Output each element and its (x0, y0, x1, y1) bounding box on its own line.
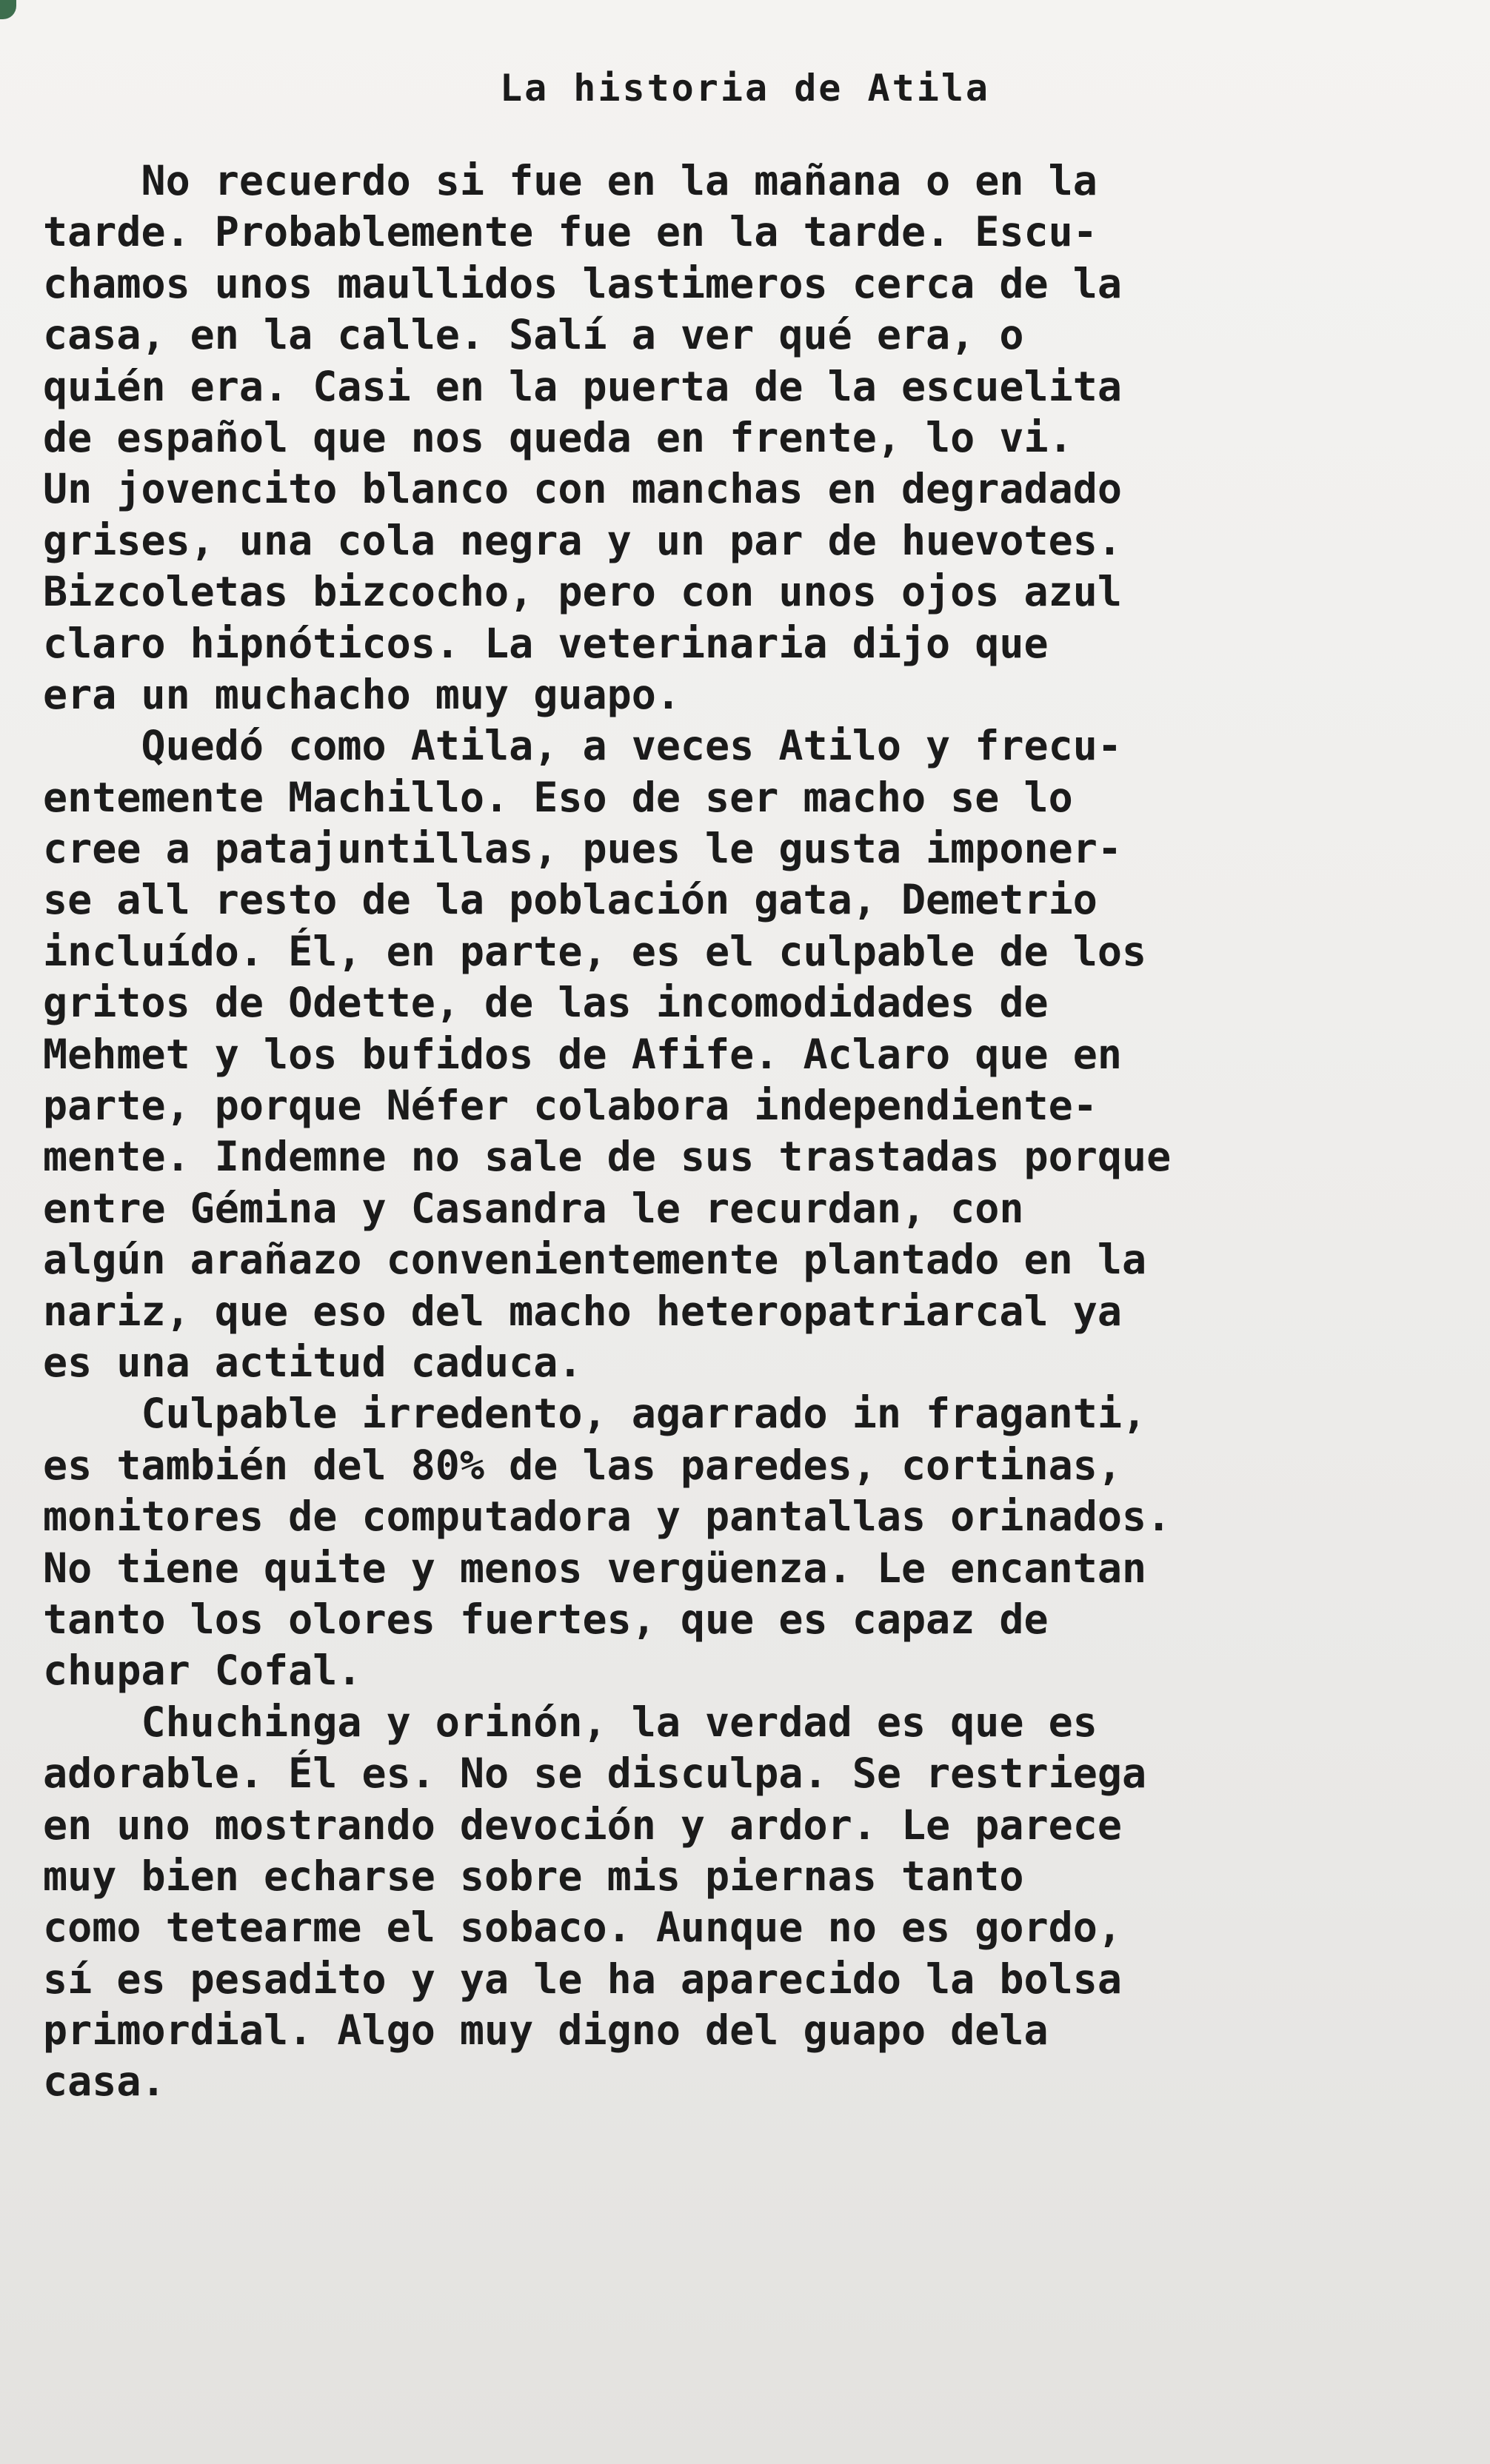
text-line: en uno mostrando devoción y ardor. Le parece (43, 1801, 1122, 1849)
text-line: tanto los olores fuertes, que es capaz de (43, 1595, 1049, 1643)
text-line: tarde. Probablemente fue en la tarde. Escu- (43, 208, 1098, 256)
text-line: incluído. Él, en parte, es el culpable de los (43, 927, 1147, 975)
text-line: se all resto de la población gata, Demetrio (43, 876, 1098, 924)
text-line: algún arañazo convenientemente plantado en la (43, 1236, 1147, 1284)
text-line: de español que nos queda en frente, lo vi. (43, 413, 1073, 461)
paragraph-3 (43, 1388, 1450, 1696)
text-line: gritos de Odette, de las incomodidades de (43, 979, 1049, 1027)
corner-tab (0, 0, 16, 19)
text-line: entemente Machillo. Eso de ser macho se lo (43, 773, 1073, 821)
paragraph-1 (43, 155, 1450, 720)
document-title: La historia de Atila (499, 67, 991, 110)
text-line: Un jovencito blanco con manchas en degradado (43, 465, 1122, 513)
text-line: muy bien echarse sobre mis piernas tanto (43, 1852, 1024, 1900)
document-body (43, 155, 1450, 2108)
text-line: es también del 80% de las paredes, cortinas, (43, 1441, 1122, 1489)
paragraph-4 (43, 1697, 1450, 2108)
text-line: No tiene quite y menos vergüenza. Le encantan (43, 1544, 1147, 1592)
text-line: casa, en la calle. Salí a ver qué era, o (43, 311, 1024, 359)
text-line: Culpable irredento, agarrado in fraganti, (43, 1390, 1147, 1438)
text-line: chupar Cofal. (43, 1647, 362, 1695)
text-line: quién era. Casi en la puerta de la escuelita (43, 362, 1122, 410)
text-line: grises, una cola negra y un par de huevotes. (43, 516, 1122, 564)
text-line: adorable. Él es. No se disculpa. Se restriega (43, 1750, 1147, 1798)
text-line: No recuerdo si fue en la mañana o en la (43, 157, 1098, 204)
text-line: parte, porque Néfer colabora independiente- (43, 1082, 1098, 1130)
text-line: mente. Indemne no sale de sus trastadas porque (43, 1133, 1172, 1181)
text-line: cree a patajuntillas, pues le gusta imponer- (43, 825, 1122, 873)
text-line: claro hipnóticos. La veterinaria dijo que (43, 619, 1049, 667)
text-line: Quedó como Atila, a veces Atilo y frecu- (43, 722, 1122, 770)
text-line: Bizcoletas bizcocho, pero con unos ojos azul (43, 568, 1122, 616)
text-line: casa. (43, 2058, 166, 2106)
text-line: primordial. Algo muy digno del guapo dela (43, 2006, 1049, 2055)
text-line: es una actitud caduca. (43, 1338, 583, 1386)
text-line: chamos unos maullidos lastimeros cerca de la (43, 259, 1122, 307)
text-line: Mehmet y los bufidos de Afife. Aclaro que en (43, 1030, 1122, 1078)
text-line: nariz, que eso del macho heteropatriarcal ya (43, 1287, 1122, 1335)
text-line: monitores de computadora y pantallas orinados. (43, 1493, 1172, 1541)
text-line: Chuchinga y orinón, la verdad es que es (43, 1698, 1098, 1746)
text-line: era un muchacho muy guapo. (43, 670, 681, 718)
text-line: como tetearme el sobaco. Aunque no es gordo, (43, 1904, 1122, 1952)
text-line: entre Gémina y Casandra le recurdan, con (43, 1184, 1024, 1232)
text-line: sí es pesadito y ya le ha aparecido la bolsa (43, 1955, 1122, 2003)
paragraph-2 (43, 720, 1450, 1388)
